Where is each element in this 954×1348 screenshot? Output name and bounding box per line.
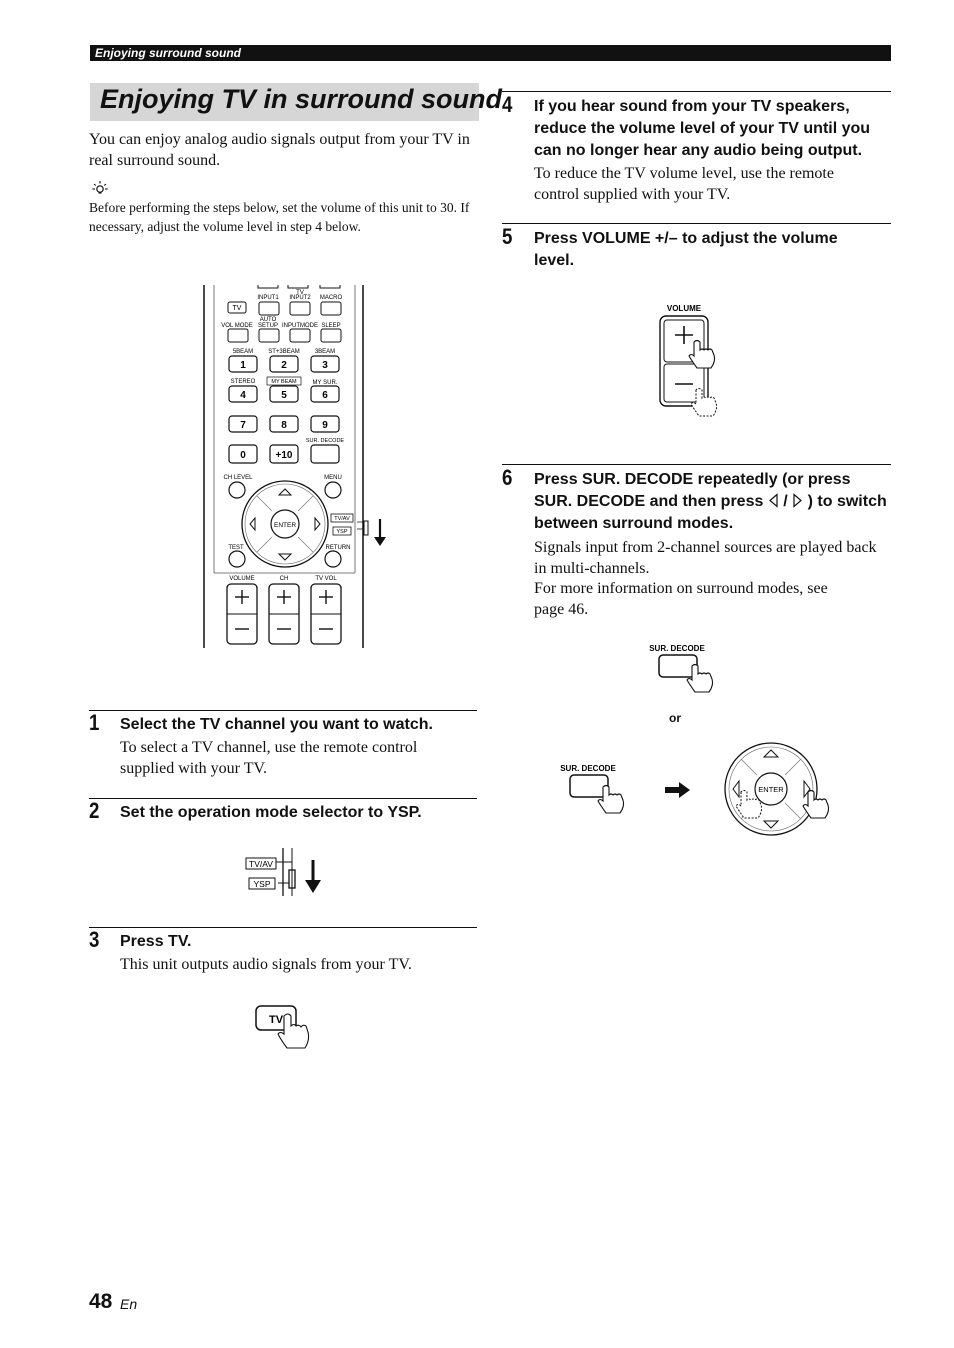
step-4-heading: If you hear sound from your TV speakers, reduce the volume level of your TV until you can no longer hear any audio being output. <box>534 98 871 159</box>
step-5-heading: Press VOLUME +/– to adjust the volume level. <box>534 230 838 269</box>
mode-selector-tv-av: TV/AV <box>249 859 273 869</box>
remote-label-volume: VOLUME <box>229 576 255 582</box>
sur-decode-figure-label-2: SUR. DECODE <box>560 764 616 773</box>
right-arrow-icon <box>665 782 690 798</box>
remote-digit-0: 0 <box>240 450 246 461</box>
step-1-rule <box>89 710 477 711</box>
remote-digit-4: 4 <box>240 390 246 401</box>
step-6-body: Signals input from 2-channel sources are played back in multi-channels. <box>534 539 877 577</box>
mode-selector-figure <box>240 846 330 898</box>
remote-label-ch-level: CH LEVEL <box>223 475 253 481</box>
remote-label-enter: ENTER <box>273 522 297 529</box>
step-3-rule <box>89 927 477 928</box>
remote-label-my-sur: MY SUR. <box>312 380 338 386</box>
step-3-heading: Press TV. <box>120 933 192 950</box>
remote-label-tv-top: TV <box>296 290 304 296</box>
step-6-heading <box>534 469 889 535</box>
remote-label-menu: MENU <box>324 475 342 481</box>
remote-label-3beam: 3BEAM <box>314 349 336 355</box>
step-6-body-2: For more information on surround modes, see page 46. <box>534 580 828 618</box>
left-arrow-icon <box>768 493 779 508</box>
section-header-bar <box>90 45 891 61</box>
remote-digit-3: 3 <box>322 360 328 371</box>
page-number: 48 <box>89 1290 113 1313</box>
remote-label-setup: SETUP <box>257 323 279 329</box>
tv-button-label: TV <box>268 1014 284 1026</box>
step-6-rule <box>502 464 891 465</box>
remote-digit-6: 6 <box>322 390 328 401</box>
or-label: or <box>669 711 681 725</box>
step-6-heading-sep: / <box>783 493 788 510</box>
remote-label-sleep: SLEEP <box>321 323 341 329</box>
step-1-body: To select a TV channel, use the remote control supplied with your TV. <box>120 739 418 777</box>
step-4-rule <box>502 91 891 92</box>
remote-control-illustration <box>200 283 395 651</box>
page-title: Enjoying TV in surround sound <box>100 84 502 114</box>
remote-label-input2: INPUT2 <box>289 295 311 301</box>
step-4-body: To reduce the TV volume level, use the remote control supplied with your TV. <box>534 165 834 203</box>
volume-button-figure <box>655 298 730 423</box>
remote-digit-5: 5 <box>281 390 287 401</box>
step-2-heading: Set the operation mode selector to YSP. <box>120 804 422 821</box>
remote-label-5beam: 5BEAM <box>232 349 254 355</box>
step-6-heading-part-b: ) to switch between surround modes. <box>534 493 887 532</box>
lightbulb-tip-icon <box>92 180 108 196</box>
sur-decode-button-figure <box>640 640 730 705</box>
step-1-number: 1 <box>89 710 100 735</box>
remote-label-stereo: STEREO <box>230 379 256 385</box>
sur-decode-figure-label: SUR. DECODE <box>649 644 705 653</box>
step-6-heading-part-a: Press SUR. DECODE repeatedly (or press SUR. DECODE and then press <box>534 471 851 510</box>
step-3-number: 3 <box>89 927 100 952</box>
intro-paragraph: You can enjoy analog audio signals output from your TV in real surround sound. <box>89 131 470 169</box>
step-2-rule <box>89 798 477 799</box>
remote-label-ysp: YSP <box>336 529 348 535</box>
remote-label-return: RETURN <box>325 545 351 551</box>
enter-label: ENTER <box>758 785 784 794</box>
right-arrow-icon <box>792 493 803 508</box>
remote-label-auto: AUTO <box>259 317 277 323</box>
remote-label-ch: CH <box>279 576 289 582</box>
remote-digit-9: 9 <box>322 420 328 431</box>
remote-plus10: +10 <box>275 450 293 461</box>
remote-digit-7: 7 <box>240 420 246 431</box>
remote-label-test: TEST <box>228 545 244 551</box>
section-header-label: Enjoying surround sound <box>95 46 241 60</box>
step-2-number: 2 <box>89 798 100 823</box>
remote-digit-8: 8 <box>281 420 287 431</box>
remote-digit-buttons <box>229 356 344 463</box>
sur-decode-enter-figure <box>552 742 837 842</box>
step-5-number: 5 <box>502 224 513 249</box>
step-1-heading: Select the TV channel you want to watch. <box>120 716 433 733</box>
remote-digit-1: 1 <box>240 360 246 371</box>
tip-text: Before performing the steps below, set the volume of this unit to 30. If necessary, adjust the volume level in step 4 below. <box>89 200 470 234</box>
remote-digit-2: 2 <box>281 360 287 371</box>
step-5-rule <box>502 223 891 224</box>
remote-label-st3beam: ST+3BEAM <box>268 349 300 355</box>
remote-label-sur-decode: SUR. DECODE <box>305 438 345 444</box>
volume-figure-label: VOLUME <box>666 304 702 313</box>
remote-label-macro: MACRO <box>319 295 343 301</box>
remote-label-vol-mode: VOL MODE <box>221 323 253 329</box>
remote-label-inputmode: INPUTMODE <box>282 323 318 329</box>
remote-label-my-beam: MY BEAM <box>271 379 297 385</box>
page-language: En <box>120 1296 138 1312</box>
step-6-number: 6 <box>502 465 513 490</box>
remote-label-tv-vol: TV VOL <box>315 576 337 582</box>
step-3-body: This unit outputs audio signals from your TV. <box>120 956 412 973</box>
remote-label-tv-av: TV/AV <box>334 516 350 522</box>
remote-tv-button-label: TV <box>232 305 242 312</box>
mode-selector-ysp: YSP <box>253 879 271 889</box>
remote-label-input1: INPUT1 <box>257 295 279 301</box>
step-4-number: 4 <box>502 92 513 117</box>
tv-button-figure <box>252 1000 324 1052</box>
